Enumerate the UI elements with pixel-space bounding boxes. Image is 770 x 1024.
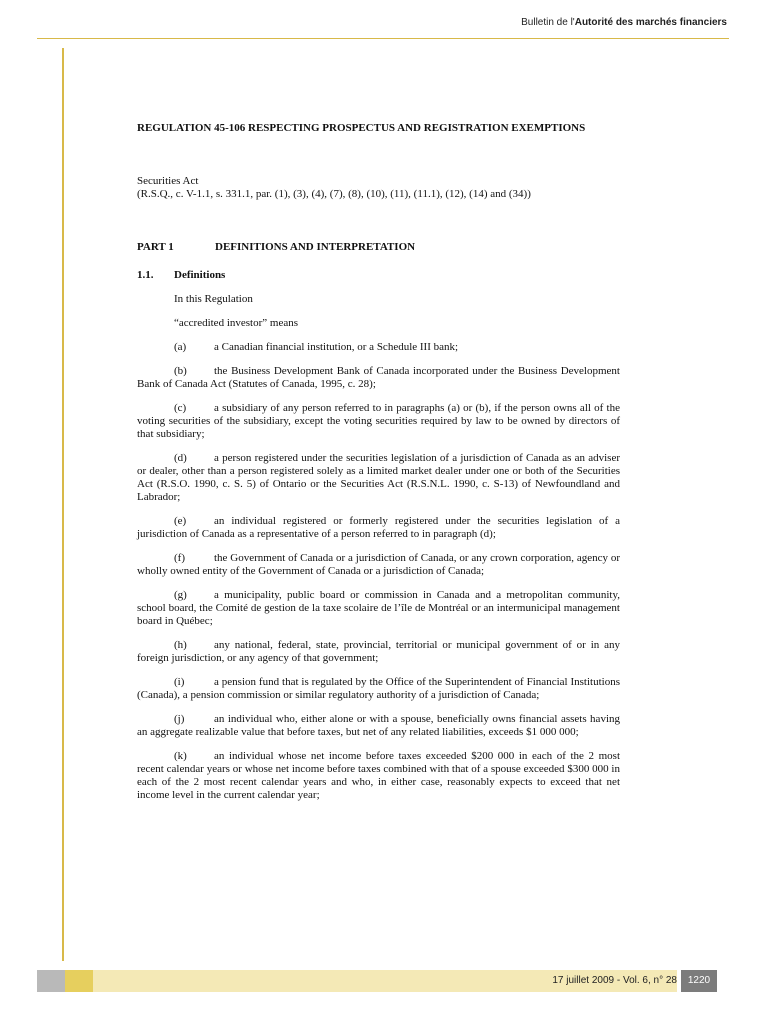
paragraph-text: an individual whose net income before taxes exceeded $200 000 in each of the 2 most recent calendar years or whose net income before taxes combined with that of a spouse exceeded $300 000 in each of the 2 most recent calendar years and who, in either case, reasonably expects to exceed that net income level in the current calendar year; xyxy=(137,750,620,801)
paragraph-label: (h) xyxy=(174,639,187,651)
paragraph-label: (e) xyxy=(174,515,187,527)
paragraph-label: (k) xyxy=(174,750,187,762)
definition-term: “accredited investor” means xyxy=(174,317,298,329)
paragraph-text: the Government of Canada or a jurisdiction of Canada, or any crown corporation, agency or wholly owned entity of the Government of Canada or a jurisdiction of Canada; xyxy=(137,552,620,577)
paragraph-h xyxy=(137,639,620,665)
paragraph-text: an individual who, either alone or with a spouse, beneficially owns financial assets having an aggregate realizable value that before taxes, but net of any related liabilities, exceeds $1 000 000; xyxy=(137,713,620,738)
part-number: PART 1 xyxy=(137,241,174,253)
paragraph-k xyxy=(137,750,620,802)
page-content xyxy=(137,122,620,802)
paragraph-label: (i) xyxy=(174,676,185,688)
paragraph-label: (a) xyxy=(174,341,187,353)
paragraph-label: (j) xyxy=(174,713,185,725)
page-number: 1220 xyxy=(681,970,717,992)
paragraph-text: an individual registered or formerly registered under the securities legislation of a jurisdiction of Canada as a representative of a person referred to in paragraph (d); xyxy=(137,515,620,540)
act-name: Securities Act xyxy=(137,175,199,187)
paragraph-j xyxy=(137,713,620,739)
paragraph-d xyxy=(137,452,620,504)
paragraph-c xyxy=(137,402,620,441)
paragraph-i xyxy=(137,676,620,702)
part-heading xyxy=(137,241,620,254)
section-intro: In this Regulation xyxy=(174,293,253,305)
section-title: Definitions xyxy=(174,269,226,281)
paragraph-label: (d) xyxy=(174,452,187,464)
paragraph-a xyxy=(137,341,620,354)
header-prefix: Bulletin de l' xyxy=(521,17,575,28)
paragraph-text: a municipality, public board or commission in Canada and a metropolitan community, school board, the Comité de gestion de la taxe scolaire de l’île de Montréal or an intermunicipal management board in Québec; xyxy=(137,589,620,627)
issue-date: 17 juillet 2009 - Vol. 6, n° 28 xyxy=(552,975,677,986)
header-rule xyxy=(37,38,729,39)
part-title: DEFINITIONS AND INTERPRETATION xyxy=(215,241,416,253)
footer-gold-block xyxy=(65,970,93,992)
regulation-title: REGULATION 45-106 RESPECTING PROSPECTUS AND REGISTRATION EXEMPTIONS xyxy=(137,122,586,134)
paragraph-text: a subsidiary of any person referred to in paragraphs (a) or (b), if the person owns all of the voting securities of the subsidiary, except the voting securities required by law to be owned by directors of that subsidiary; xyxy=(137,402,620,440)
paragraph-label: (f) xyxy=(174,552,185,564)
paragraph-text: a Canadian financial institution, or a Schedule III bank; xyxy=(214,341,459,353)
section-number: 1.1. xyxy=(137,269,154,281)
paragraph-b xyxy=(137,365,620,391)
paragraph-e xyxy=(137,515,620,541)
paragraph-text: a pension fund that is regulated by the Office of the Superintendent of Financial Institutions (Canada), a pension commission or similar regulatory authority of a jurisdiction of Canada; xyxy=(137,676,620,701)
act-citation: (R.S.Q., c. V-1.1, s. 331.1, par. (1), (3), (4), (7), (8), (10), (11), (11.1), (12), (14) and (34)) xyxy=(137,188,531,200)
footer-gray-block xyxy=(37,970,65,992)
header-publisher: Autorité des marchés financiers xyxy=(574,17,727,28)
paragraph-text: any national, federal, state, provincial, territorial or municipal government of or in any foreign jurisdiction, or any agency of that government; xyxy=(137,639,620,664)
bulletin-header xyxy=(521,17,727,28)
paragraph-text: a person registered under the securities legislation of a jurisdiction of Canada as an adviser or dealer, other than a person registered solely as a limited market dealer under one or both of the Securities Act (R.S.O. 1990, c. S. 5) of Ontario or the Securities Act (R.S.N.L. 1990, c. S-13) of Newfoundland and Labrador; xyxy=(137,452,620,503)
paragraph-f xyxy=(137,552,620,578)
paragraph-text: the Business Development Bank of Canada incorporated under the Business Development Bank of Canada Act (Statutes of Canada, 1995, c. 28); xyxy=(137,365,620,390)
paragraph-g xyxy=(137,589,620,628)
paragraph-label: (c) xyxy=(174,402,187,414)
paragraph-label: (b) xyxy=(174,365,187,377)
section-heading xyxy=(137,269,620,282)
enabling-act xyxy=(137,175,620,201)
paragraph-label: (g) xyxy=(174,589,187,601)
left-margin-rule xyxy=(62,48,64,961)
